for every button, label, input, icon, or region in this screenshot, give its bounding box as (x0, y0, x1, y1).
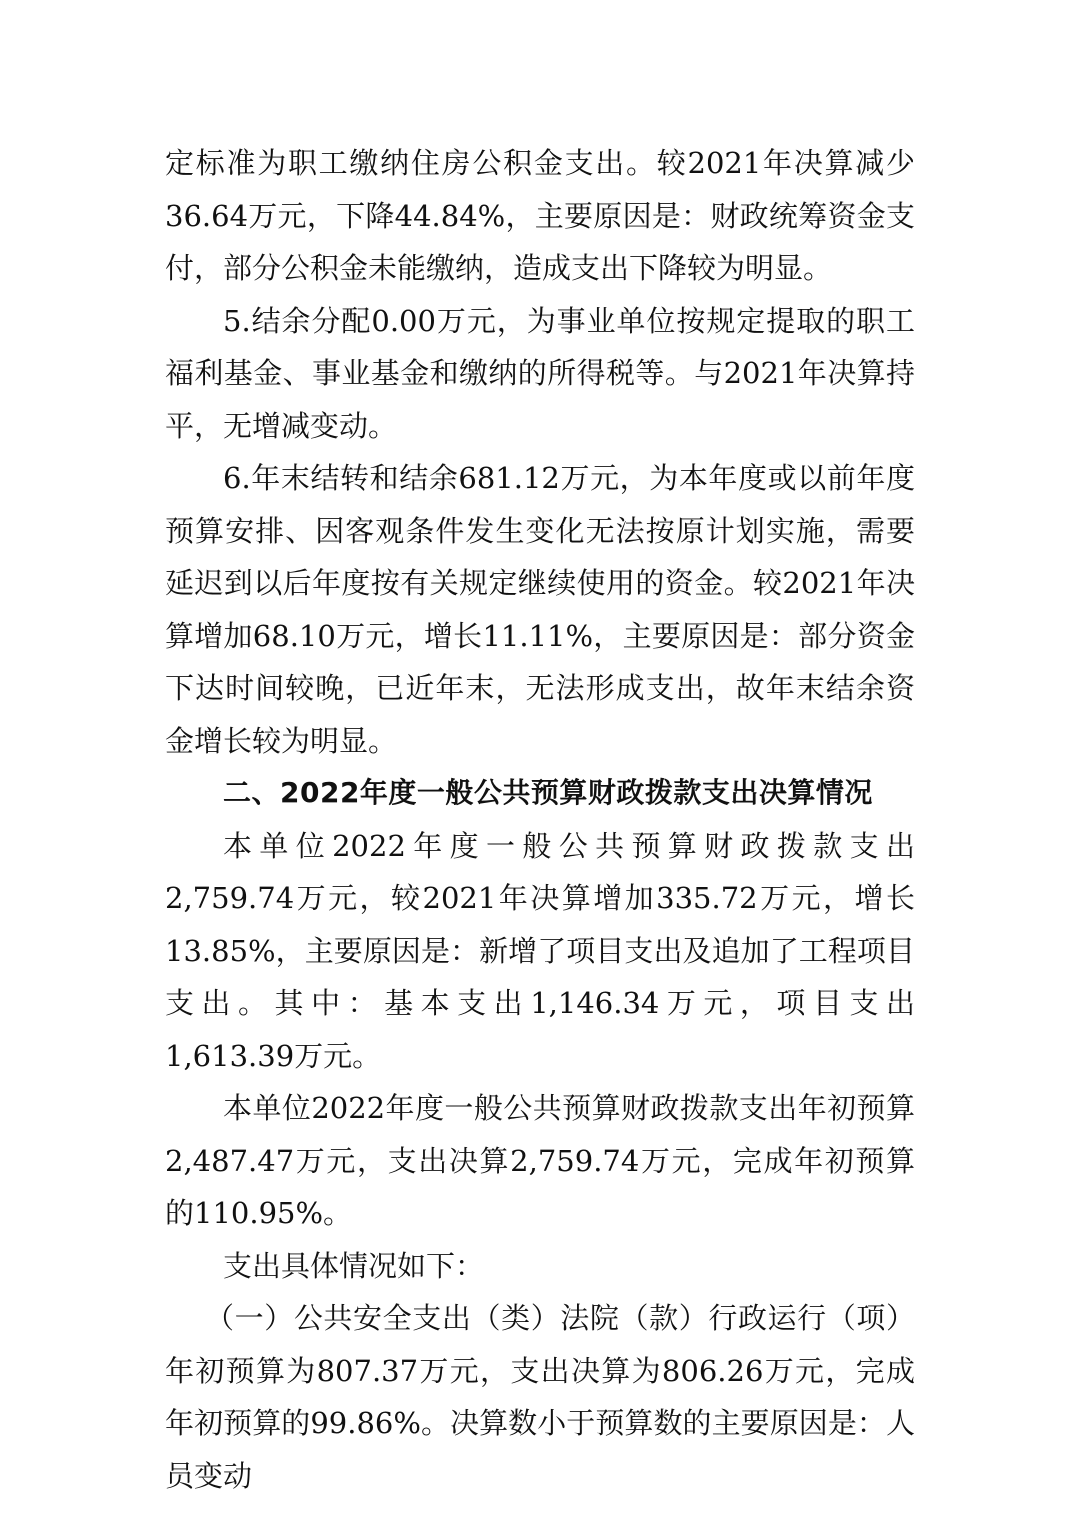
section-heading: 二、2022年度一般公共预算财政拨款支出决算情况 (223, 776, 873, 809)
paragraph-public-safety: （一）公共安全支出（类）法院（款）行政运行（项）年初预算为807.37万元，支出决算为806.26万元，完成年初预算的99.86%。决算数小于预算数的主要原因是：人员变动 (165, 1301, 915, 1493)
paragraph-details-intro: 支出具体情况如下： (223, 1248, 485, 1283)
paragraph-budget-completion: 本单位2022年度一般公共预算财政拨款支出年初预算2,487.47万元，支出决算2,759.74万元，完成年初预算的110.95%。 (165, 1091, 915, 1230)
document-body (165, 137, 915, 1502)
paragraph-surplus-distribution: 5.结余分配0.00万元，为事业单位按规定提取的职工福利基金、事业基金和缴纳的所得税等。与2021年决算持平，无增减变动。 (165, 303, 915, 443)
paragraph-year-end-balance: 6.年末结转和结余681.12万元，为本年度或以前年度预算安排、因客观条件发生变化无法按原计划实施，需要延迟到以后年度按有关规定继续使用的资金。较2021年决算增加68.10万元，增长11.11%，主要原因是：部分资金下达时间较晚，已近年末，无法形成支出，故年末结余资金增长较为明显。 (165, 461, 915, 758)
paragraph-housing-fund: 定标准为职工缴纳住房公积金支出。较2021年决算减少36.64万元，下降44.84%，主要原因是：财政统筹资金支付，部分公积金未能缴纳，造成支出下降较为明显。 (165, 146, 915, 285)
paragraph-expenditure-total: 本单位2022年度一般公共预算财政拨款支出2,759.74万元，较2021年决算增加335.72万元，增长13.85%，主要原因是：新增了项目支出及追加了工程项目支出。其中：基本支出1,146.34万元，项目支出1,613.39万元。 (165, 828, 915, 1073)
